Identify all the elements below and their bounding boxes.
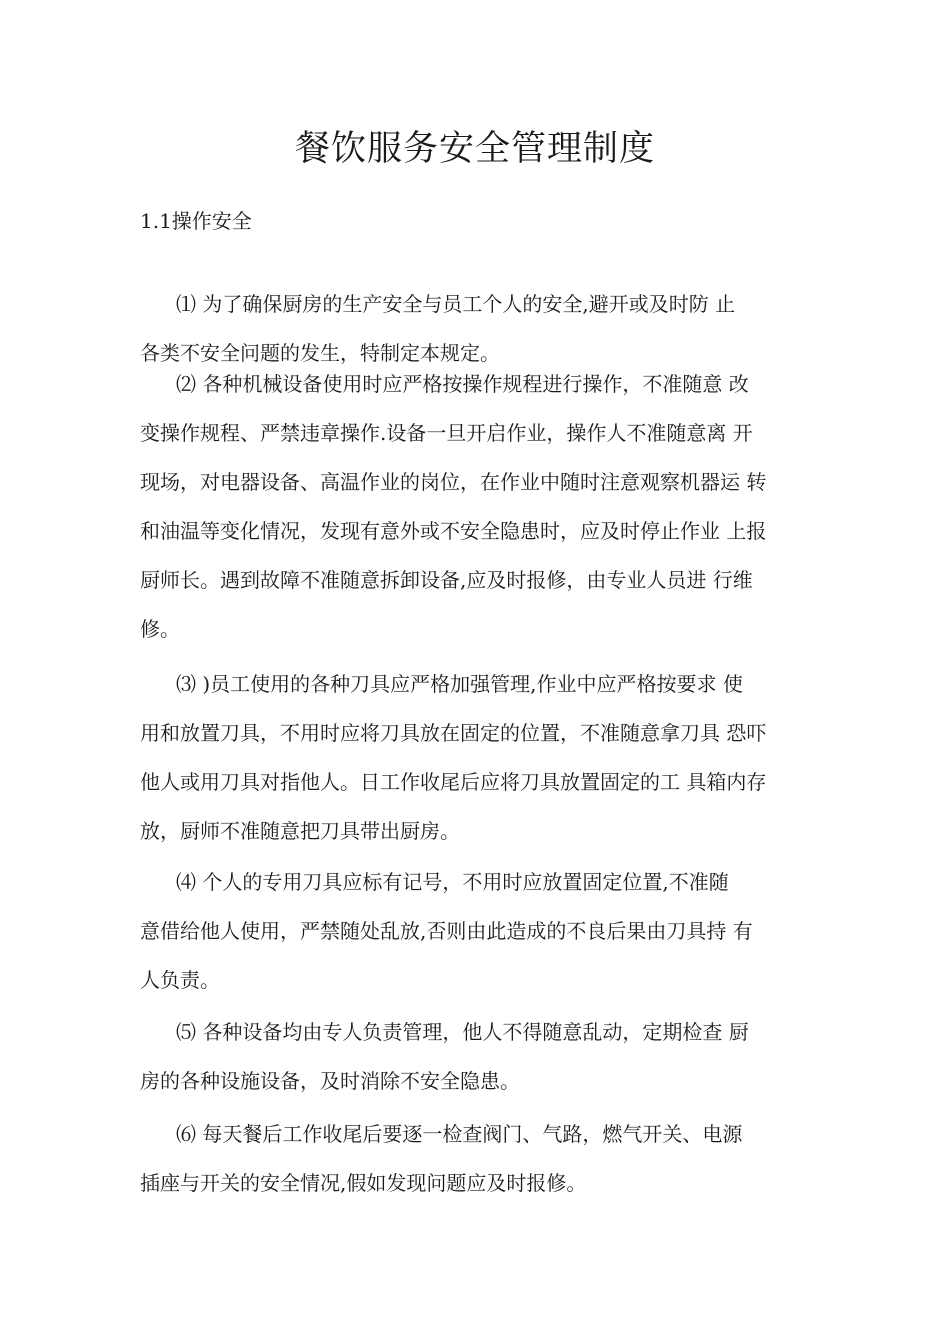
paragraph-line: 插座与开关的安全情况,假如发现问题应及时报修。 bbox=[140, 1171, 587, 1195]
paragraph-6 bbox=[140, 1110, 816, 1208]
paragraph-line: ⑷ 个人的专用刀具应标有记号，不用时应放置固定位置,不准随 bbox=[176, 870, 729, 894]
paragraph-line: 修。 bbox=[140, 617, 180, 641]
paragraph-line: 意借给他人使用，严禁随处乱放,否则由此造成的不良后果由刀具持 有 bbox=[140, 919, 753, 943]
paragraph-line: 变操作规程、严禁违章操作.设备一旦开启作业，操作人不准随意离 开 bbox=[140, 421, 753, 445]
document-title: 餐饮服务安全管理制度 bbox=[294, 129, 655, 169]
paragraph-line: ⑵ 各种机械设备使用时应严格按操作规程进行操作，不准随意 改 bbox=[176, 372, 749, 396]
paragraph-line: 用和放置刀具，不用时应将刀具放在固定的位置，不准随意拿刀具 恐吓 bbox=[140, 721, 767, 745]
paragraph-line: 和油温等变化情况，发现有意外或不安全隐患时，应及时停止作业 上报 bbox=[140, 519, 767, 543]
paragraph-line: 他人或用刀具对指他人。日工作收尾后应将刀具放置固定的工 具箱内存 bbox=[140, 770, 767, 794]
paragraph-line: ⑶ )员工使用的各种刀具应严格加强管理,作业中应严格按要求 使 bbox=[176, 672, 743, 696]
paragraph-2 bbox=[140, 360, 816, 654]
paragraph-line: 各类不安全问题的发生，特制定本规定。 bbox=[140, 341, 500, 365]
paragraph-3 bbox=[140, 660, 816, 856]
paragraph-line: 放，厨师不准随意把刀具带出厨房。 bbox=[140, 819, 460, 843]
paragraph-line: ⑸ 各种设备均由专人负责管理，他人不得随意乱动，定期检查 厨 bbox=[176, 1020, 749, 1044]
paragraph-line: ⑴ 为了确保厨房的生产安全与员工个人的安全,避开或及时防 止 bbox=[176, 292, 736, 316]
paragraph-line: ⑹ 每天餐后工作收尾后要逐一检查阀门、气路，燃气开关、电源 bbox=[176, 1122, 743, 1146]
paragraph-5 bbox=[140, 1008, 816, 1106]
paragraph-4 bbox=[140, 858, 816, 1005]
paragraph-line: 厨师长。遇到故障不准随意拆卸设备,应及时报修，由专业人员进 行维 bbox=[140, 568, 753, 592]
section-heading: 1.1操作安全 bbox=[140, 209, 252, 233]
paragraph-line: 现场，对电器设备、高温作业的岗位，在作业中随时注意观察机器运 转 bbox=[140, 470, 767, 494]
paragraph-line: 房的各种设施设备，及时消除不安全隐患。 bbox=[140, 1069, 520, 1093]
paragraph-line: 人负责。 bbox=[140, 968, 220, 992]
